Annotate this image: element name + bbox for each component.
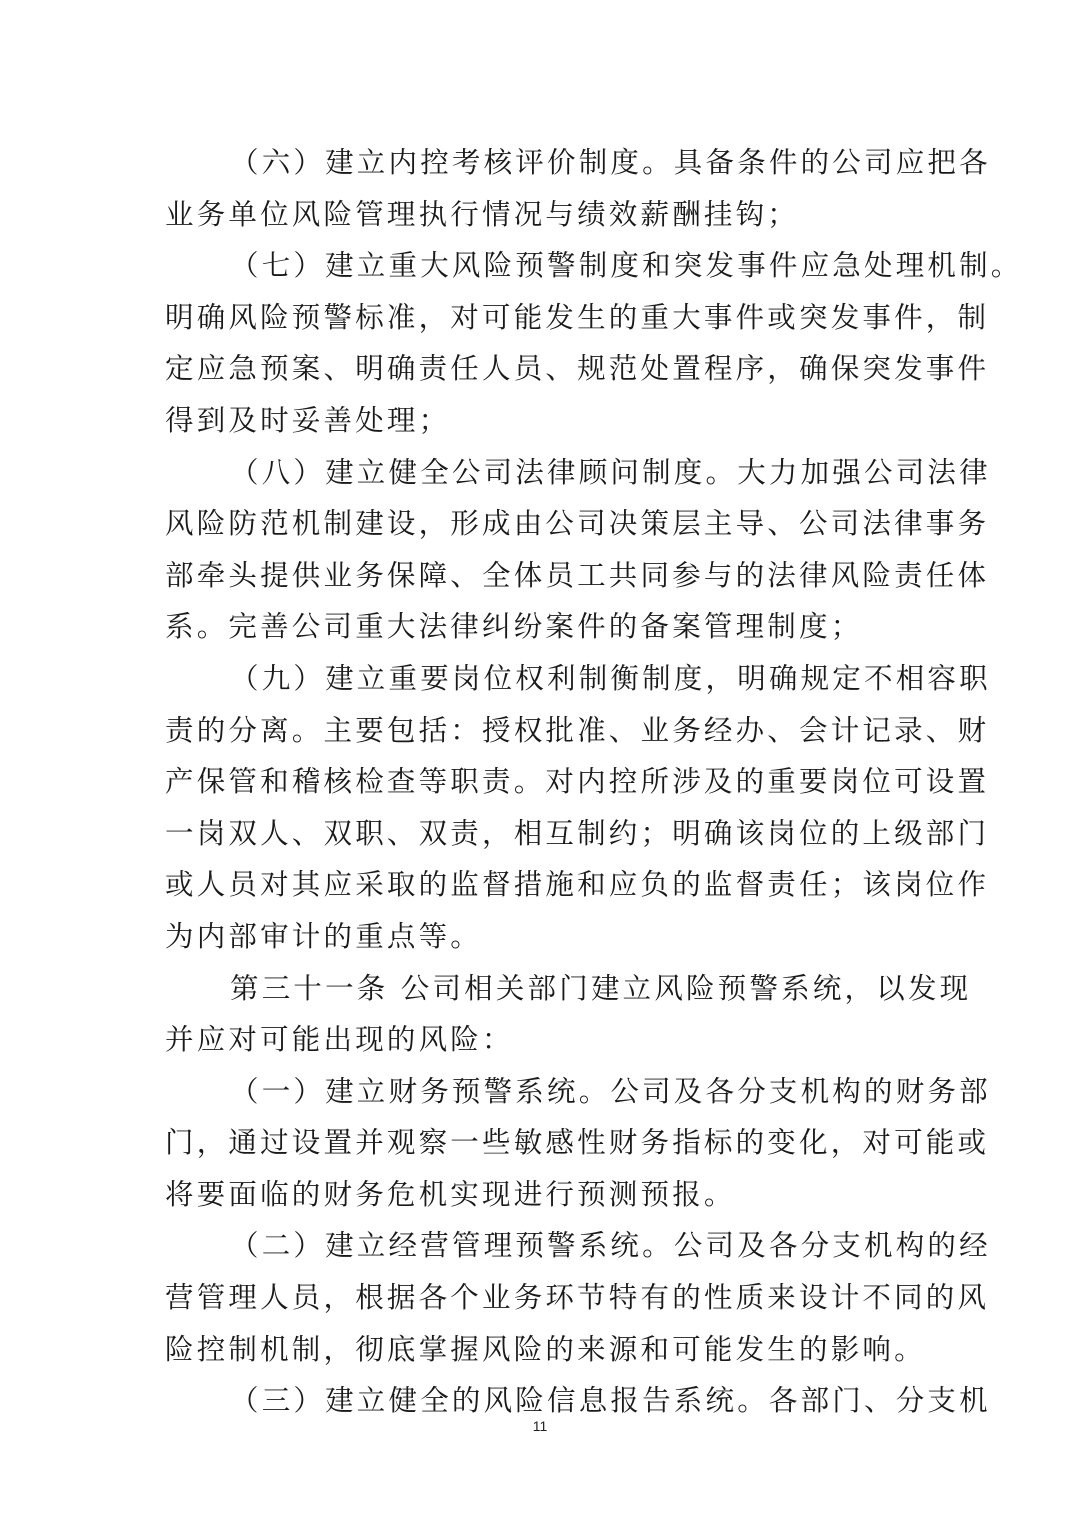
text-line: 第三十一条 公司相关部门建立风险预警系统，以发现 bbox=[230, 971, 972, 1005]
text-line: 明确风险预警标准，对可能发生的重大事件或突发事件，制 bbox=[165, 300, 990, 334]
text-line: （三）建立健全的风险信息报告系统。各部门、分支机 bbox=[230, 1384, 991, 1418]
text-line: 定应急预案、明确责任人员、规范处置程序，确保突发事件 bbox=[165, 352, 990, 386]
text-line: 并应对可能出现的风险： bbox=[165, 1023, 514, 1057]
page-number: 11 bbox=[532, 1418, 548, 1434]
text-line: （七）建立重大风险预警制度和突发事件应急处理机制。 bbox=[230, 249, 1023, 283]
text-line: 部牵头提供业务保障、全体员工共同参与的法律风险责任体 bbox=[165, 558, 990, 592]
text-line: 得到及时妥善处理； bbox=[165, 403, 451, 437]
text-line: （一）建立财务预警系统。公司及各分支机构的财务部 bbox=[230, 1074, 991, 1108]
text-line: 险控制机制，彻底掌握风险的来源和可能发生的影响。 bbox=[165, 1332, 926, 1366]
text-line: 产保管和稽核检查等职责。对内控所涉及的重要岗位可设置 bbox=[165, 765, 990, 799]
text-line: 责的分离。主要包括：授权批准、业务经办、会计记录、财 bbox=[165, 713, 990, 747]
text-line: 将要面临的财务危机实现进行预测预报。 bbox=[165, 1177, 736, 1211]
text-line: 营管理人员，根据各个业务环节特有的性质来设计不同的风 bbox=[165, 1281, 990, 1315]
text-line: 系。完善公司重大法律纠纷案件的备案管理制度； bbox=[165, 610, 863, 644]
text-line: （九）建立重要岗位权利制衡制度，明确规定不相容职 bbox=[230, 661, 991, 695]
text-line: 风险防范机制建设，形成由公司决策层主导、公司法律事务 bbox=[165, 507, 990, 541]
text-line: 门，通过设置并观察一些敏感性财务指标的变化，对可能或 bbox=[165, 1126, 990, 1160]
text-line: （八）建立健全公司法律顾问制度。大力加强公司法律 bbox=[230, 455, 991, 489]
text-line: 为内部审计的重点等。 bbox=[165, 919, 483, 953]
text-line: 一岗双人、双职、双责，相互制约；明确该岗位的上级部门 bbox=[165, 816, 990, 850]
text-line: （二）建立经营管理预警系统。公司及各分支机构的经 bbox=[230, 1229, 991, 1263]
text-line: 或人员对其应采取的监督措施和应负的监督责任；该岗位作 bbox=[165, 868, 990, 902]
text-line: 业务单位风险管理执行情况与绩效薪酬挂钩； bbox=[165, 197, 800, 231]
body-text bbox=[165, 137, 1023, 1427]
text-line: （六）建立内控考核评价制度。具备条件的公司应把各 bbox=[230, 146, 991, 179]
